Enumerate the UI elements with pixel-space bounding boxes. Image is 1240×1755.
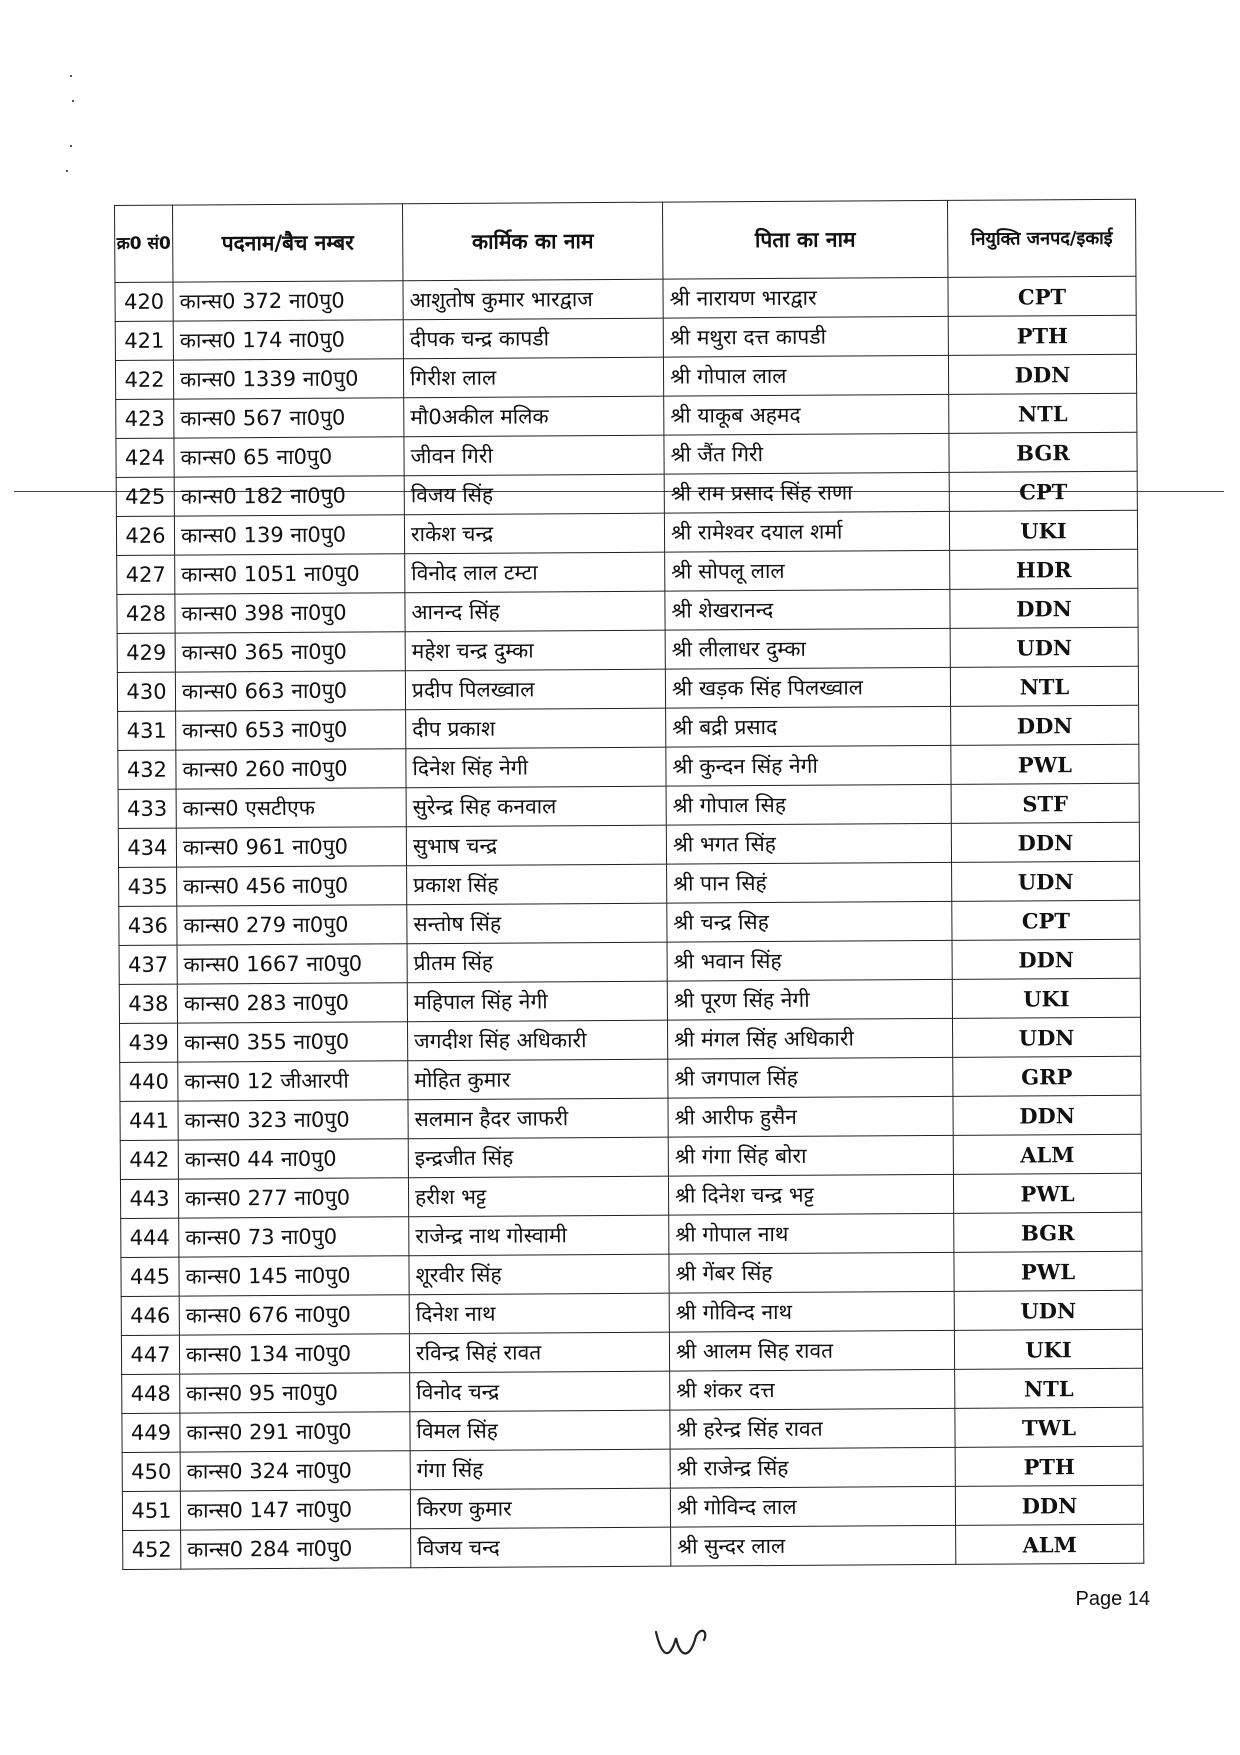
cell-posting-unit: UDN (950, 627, 1138, 667)
cell-father-name: श्री नारायण भारद्वार (663, 277, 948, 318)
table-row (119, 1017, 1140, 1062)
scan-speck (70, 145, 72, 147)
cell-serial: 451 (122, 1491, 180, 1530)
cell-father-name: श्री पान सिहं (667, 862, 952, 903)
cell-serial: 452 (123, 1530, 181, 1569)
table-row (116, 393, 1137, 438)
table-body (115, 276, 1144, 1569)
signature-mark (650, 1618, 730, 1668)
cell-serial: 421 (115, 321, 173, 360)
cell-serial: 423 (116, 399, 174, 438)
table-row (120, 1173, 1141, 1218)
cell-father-name: श्री गोविन्द लाल (670, 1486, 955, 1527)
cell-posting-unit: DDN (951, 822, 1139, 862)
scan-speck (66, 170, 68, 172)
cell-posting-unit: PTH (948, 315, 1136, 355)
cell-posting-unit: DDN (953, 1095, 1141, 1135)
cell-personnel-name: विनोद चन्द्र (410, 1371, 670, 1412)
table-row (116, 432, 1137, 477)
cell-designation-badge: कान्स0 372 ना0पु0 (173, 281, 403, 321)
cell-father-name: श्री जैंत गिरी (664, 433, 949, 474)
cell-serial: 438 (119, 984, 177, 1023)
cell-personnel-name: महिपाल सिंह नेगी (407, 981, 667, 1022)
cell-personnel-name: आनन्द सिंह (405, 591, 665, 632)
cell-posting-unit: UDN (954, 1290, 1142, 1330)
cell-personnel-name: जीवन गिरी (404, 435, 664, 476)
cell-serial: 439 (119, 1023, 177, 1062)
cell-personnel-name: दीपक चन्द्र कापडी (403, 318, 663, 359)
table-row (120, 1134, 1141, 1179)
cell-father-name: श्री हरेन्द्र सिंह रावत (670, 1408, 955, 1449)
cell-serial: 449 (122, 1413, 180, 1452)
table-row (118, 822, 1139, 867)
cell-father-name: श्री मथुरा दत्त कापडी (663, 316, 948, 357)
cell-serial: 420 (115, 282, 173, 321)
cell-posting-unit: UKI (949, 510, 1137, 550)
cell-father-name: श्री आरीफ हुसैन (668, 1096, 953, 1137)
cell-posting-unit: PWL (953, 1173, 1141, 1213)
cell-father-name: श्री लीलाधर दुम्का (665, 628, 950, 669)
cell-personnel-name: विजय सिंह (404, 474, 664, 515)
cell-personnel-name: राकेश चन्द्र (404, 513, 664, 554)
cell-posting-unit: NTL (950, 666, 1138, 706)
cell-designation-badge: कान्स0 174 ना0पु0 (173, 320, 403, 360)
cell-posting-unit: UDN (952, 1017, 1140, 1057)
cell-designation-badge: कान्स0 324 ना0पु0 (180, 1451, 410, 1491)
page-number: Page 14 (1075, 1588, 1150, 1610)
cell-personnel-name: महेश चन्द्र दुम्का (405, 630, 665, 671)
cell-father-name: श्री जगपाल सिंह (668, 1057, 953, 1098)
cell-posting-unit: DDN (951, 705, 1139, 745)
header-posting-unit: नियुक्ति जनपद/इकाई (947, 199, 1135, 277)
cell-posting-unit: NTL (955, 1368, 1143, 1408)
cell-serial: 440 (120, 1062, 178, 1101)
cell-posting-unit: TWL (955, 1407, 1143, 1447)
cell-father-name: श्री शंकर दत्त (670, 1369, 955, 1410)
cell-personnel-name: इन्द्रजीत सिंह (408, 1137, 668, 1178)
cell-father-name: श्री गोपाल नाथ (669, 1213, 954, 1254)
cell-personnel-name: विमल सिंह (410, 1410, 670, 1451)
table-row (122, 1485, 1143, 1530)
cell-designation-badge: कान्स0 676 ना0पु0 (179, 1295, 409, 1335)
cell-designation-badge: कान्स0 355 ना0पु0 (177, 1022, 407, 1062)
table-row (119, 900, 1140, 945)
cell-posting-unit: PTH (955, 1446, 1143, 1486)
table-row (122, 1407, 1143, 1452)
cell-designation-badge: कान्स0 134 ना0पु0 (179, 1334, 409, 1374)
cell-serial: 426 (116, 516, 174, 555)
cell-posting-unit: HDR (950, 549, 1138, 589)
scan-speck (70, 75, 72, 77)
table-row (119, 978, 1140, 1023)
cell-posting-unit: UKI (952, 978, 1140, 1018)
cell-designation-badge: कान्स0 283 ना0पु0 (177, 983, 407, 1023)
cell-serial: 434 (118, 828, 176, 867)
table-row (120, 1095, 1141, 1140)
table-row (118, 783, 1139, 828)
cell-father-name: श्री गंगा सिंह बोरा (668, 1135, 953, 1176)
cell-designation-badge: कान्स0 277 ना0पु0 (178, 1178, 408, 1218)
personnel-table (114, 199, 1144, 1570)
cell-serial: 435 (119, 867, 177, 906)
cell-designation-badge: कान्स0 1051 ना0पु0 (175, 554, 405, 594)
table-row (121, 1251, 1142, 1296)
cell-serial: 428 (117, 594, 175, 633)
cell-personnel-name: सलमान हैदर जाफरी (408, 1098, 668, 1139)
cell-designation-badge: कान्स0 139 ना0पु0 (174, 515, 404, 555)
cell-father-name: श्री खड़क सिंह पिलख्वाल (665, 667, 950, 708)
cell-father-name: श्री भवान सिंह (667, 940, 952, 981)
table-row (122, 1368, 1143, 1413)
cell-father-name: श्री मंगल सिंह अधिकारी (667, 1018, 952, 1059)
cell-personnel-name: गंगा सिंह (410, 1449, 670, 1490)
cell-serial: 448 (122, 1374, 180, 1413)
cell-designation-badge: कान्स0 73 ना0पु0 (179, 1217, 409, 1257)
cell-personnel-name: विनोद लाल टम्टा (405, 552, 665, 593)
cell-designation-badge: कान्स0 147 ना0पु0 (180, 1490, 410, 1530)
cell-father-name: श्री गोविन्द नाथ (669, 1291, 954, 1332)
cell-personnel-name: दीप प्रकाश (406, 708, 666, 749)
table-row (115, 354, 1136, 399)
cell-posting-unit: BGR (949, 432, 1137, 472)
cell-father-name: श्री पूरण सिंह नेगी (667, 979, 952, 1020)
cell-personnel-name: किरण कुमार (410, 1488, 670, 1529)
cell-serial: 429 (117, 633, 175, 672)
cell-posting-unit: DDN (952, 939, 1140, 979)
cell-personnel-name: सन्तोष सिंह (407, 903, 667, 944)
cell-serial: 425 (116, 477, 174, 516)
cell-posting-unit: CPT (948, 276, 1136, 316)
table-row (116, 510, 1137, 555)
cell-designation-badge: कान्स0 653 ना0पु0 (176, 710, 406, 750)
cell-designation-badge: कान्स0 95 ना0पु0 (180, 1373, 410, 1413)
cell-posting-unit: NTL (949, 393, 1137, 433)
cell-serial: 443 (120, 1179, 178, 1218)
header-father-name: पिता का नाम (662, 200, 947, 279)
cell-designation-badge: कान्स0 323 ना0पु0 (178, 1100, 408, 1140)
cell-serial: 450 (122, 1452, 180, 1491)
cell-serial: 433 (118, 789, 176, 828)
cell-designation-badge: कान्स0 260 ना0पु0 (176, 749, 406, 789)
table-row (117, 588, 1138, 633)
cell-designation-badge: कान्स0 145 ना0पु0 (179, 1256, 409, 1296)
scan-speck (72, 100, 74, 102)
cell-posting-unit: CPT (952, 900, 1140, 940)
cell-father-name: श्री कुन्दन सिंह नेगी (666, 745, 951, 786)
table-row (123, 1524, 1144, 1569)
cell-father-name: श्री आलम सिह रावत (669, 1330, 954, 1371)
cell-serial: 432 (118, 750, 176, 789)
cell-designation-badge: कान्स0 12 जीआरपी (178, 1061, 408, 1101)
cell-father-name: श्री राजेन्द्र सिंह (670, 1447, 955, 1488)
cell-serial: 422 (115, 360, 173, 399)
cell-personnel-name: प्रदीप पिलख्वाल (405, 669, 665, 710)
table-row (120, 1056, 1141, 1101)
cell-designation-badge: कान्स0 एसटीएफ (176, 788, 406, 828)
cell-personnel-name: सुरेन्द्र सिह कनवाल (406, 786, 666, 827)
table-row (121, 1329, 1142, 1374)
cell-father-name: श्री सोपलू लाल (665, 550, 950, 591)
cell-father-name: श्री सुन्दर लाल (671, 1525, 956, 1566)
cell-designation-badge: कान्स0 456 ना0पु0 (177, 866, 407, 906)
cell-posting-unit: ALM (953, 1134, 1141, 1174)
cell-designation-badge: कान्स0 1667 ना0पु0 (177, 944, 407, 984)
cell-designation-badge: कान्स0 1339 ना0पु0 (173, 359, 403, 399)
cell-personnel-name: हरीश भट्ट (408, 1176, 668, 1217)
cell-personnel-name: प्रकाश सिंह (407, 864, 667, 905)
cell-personnel-name: रविन्द्र सिहं रावत (409, 1332, 669, 1373)
cell-personnel-name: दिनेश सिंह नेगी (406, 747, 666, 788)
cell-serial: 437 (119, 945, 177, 984)
cell-serial: 431 (118, 711, 176, 750)
table-row (118, 705, 1139, 750)
cell-posting-unit: DDN (950, 588, 1138, 628)
table-row (117, 627, 1138, 672)
cell-father-name: श्री राम प्रसाद सिंह राणा (664, 472, 949, 513)
cell-personnel-name: राजेन्द्र नाथ गोस्वामी (409, 1215, 669, 1256)
cell-serial: 436 (119, 906, 177, 945)
cell-serial: 430 (117, 672, 175, 711)
cell-serial: 444 (121, 1218, 179, 1257)
cell-personnel-name: मौ0अकील मलिक (404, 396, 664, 437)
table-row (117, 549, 1138, 594)
cell-posting-unit: GRP (953, 1056, 1141, 1096)
cell-personnel-name: सुभाष चन्द्र (406, 825, 666, 866)
table-row (115, 276, 1136, 321)
cell-father-name: श्री रामेश्वर दयाल शर्मा (664, 511, 949, 552)
cell-personnel-name: आशुतोष कुमार भारद्वाज (403, 279, 663, 320)
header-personnel-name: कार्मिक का नाम (402, 202, 662, 281)
cell-serial: 445 (121, 1257, 179, 1296)
cell-serial: 447 (121, 1335, 179, 1374)
cell-personnel-name: दिनेश नाथ (409, 1293, 669, 1334)
cell-designation-badge: कान्स0 279 ना0पु0 (177, 905, 407, 945)
cell-father-name: श्री चन्द्र सिह (667, 901, 952, 942)
cell-father-name: श्री दिनेश चन्द्र भट्ट (668, 1174, 953, 1215)
cell-personnel-name: मोहित कुमार (408, 1059, 668, 1100)
cell-father-name: श्री भगत सिंह (666, 823, 951, 864)
cell-posting-unit: UDN (952, 861, 1140, 901)
cell-designation-badge: कान्स0 365 ना0पु0 (175, 632, 405, 672)
table-row (119, 861, 1140, 906)
cell-serial: 424 (116, 438, 174, 477)
cell-designation-badge: कान्स0 961 ना0पु0 (176, 827, 406, 867)
cell-posting-unit: PWL (954, 1251, 1142, 1291)
cell-designation-badge: कान्स0 284 ना0पु0 (181, 1529, 411, 1569)
cell-serial: 446 (121, 1296, 179, 1335)
cell-posting-unit: UKI (954, 1329, 1142, 1369)
cell-father-name: श्री गोपाल सिह (666, 784, 951, 825)
cell-serial: 442 (120, 1140, 178, 1179)
cell-posting-unit: PWL (951, 744, 1139, 784)
cell-posting-unit: DDN (948, 354, 1136, 394)
table-row (122, 1446, 1143, 1491)
table-header-row (115, 199, 1136, 282)
header-serial: क्र0 सं0 (115, 205, 173, 282)
cell-designation-badge: कान्स0 291 ना0पु0 (180, 1412, 410, 1452)
table-row (115, 315, 1136, 360)
cell-personnel-name: गिरीश लाल (403, 357, 663, 398)
cell-designation-badge: कान्स0 398 ना0पु0 (175, 593, 405, 633)
table-row (117, 666, 1138, 711)
cell-designation-badge: कान्स0 182 ना0पु0 (174, 476, 404, 516)
table-row (121, 1290, 1142, 1335)
cell-personnel-name: शूरवीर सिंह (409, 1254, 669, 1295)
cell-serial: 441 (120, 1101, 178, 1140)
cell-father-name: श्री शेखरानन्द (665, 589, 950, 630)
cell-posting-unit: CPT (949, 471, 1137, 511)
cell-designation-badge: कान्स0 65 ना0पु0 (174, 437, 404, 477)
cell-designation-badge: कान्स0 663 ना0पु0 (175, 671, 405, 711)
cell-posting-unit: DDN (955, 1485, 1143, 1525)
cell-father-name: श्री गेंबर सिंह (669, 1252, 954, 1293)
cell-personnel-name: जगदीश सिंह अधिकारी (407, 1020, 667, 1061)
cell-personnel-name: विजय चन्द (411, 1527, 671, 1568)
cell-posting-unit: BGR (954, 1212, 1142, 1252)
cell-designation-badge: कान्स0 567 ना0पु0 (174, 398, 404, 438)
cell-father-name: श्री गोपाल लाल (663, 355, 948, 396)
cell-personnel-name: प्रीतम सिंह (407, 942, 667, 983)
table-row (118, 744, 1139, 789)
cell-posting-unit: STF (951, 783, 1139, 823)
cell-father-name: श्री बद्री प्रसाद (666, 706, 951, 747)
header-designation-badge: पदनाम/बैच नम्बर (173, 204, 403, 282)
cell-serial: 427 (117, 555, 175, 594)
table-row (119, 939, 1140, 984)
cell-father-name: श्री याकूब अहमद (664, 394, 949, 435)
table-row (116, 471, 1137, 516)
cell-posting-unit: ALM (956, 1524, 1144, 1564)
cell-designation-badge: कान्स0 44 ना0पु0 (178, 1139, 408, 1179)
table-row (121, 1212, 1142, 1257)
